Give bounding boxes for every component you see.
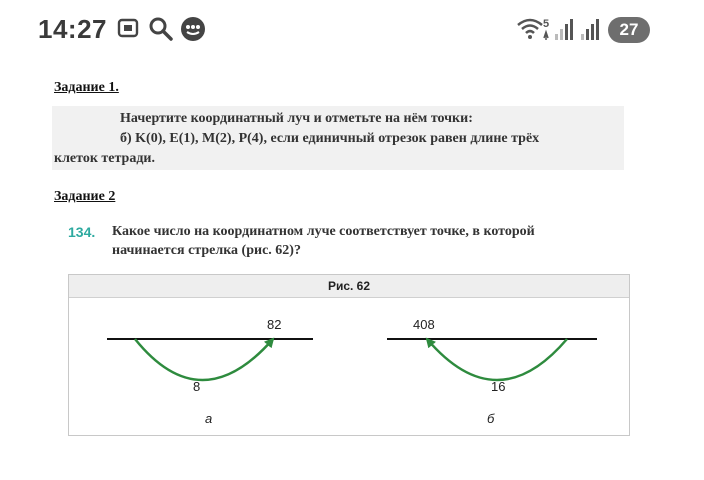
wifi-label: 5	[543, 18, 550, 30]
problem-line1: Какое число на координатном луче соответствует точке, в которой	[112, 224, 535, 239]
task1-heading: Задание 1.	[54, 80, 119, 95]
left-bottom-label: 8	[193, 379, 201, 394]
status-bar	[0, 0, 704, 62]
problem-number: 134.	[68, 224, 96, 240]
chat-bubble-icon	[180, 16, 206, 42]
right-top-label: 408	[413, 317, 435, 332]
right-sub-label: б	[487, 411, 495, 426]
wifi-icon	[516, 16, 550, 42]
task2-heading: Задание 2	[54, 189, 116, 204]
battery-indicator: 27	[608, 17, 650, 43]
arrow-left	[135, 339, 273, 380]
search-icon	[148, 16, 174, 42]
left-top-label: 82	[267, 317, 282, 332]
task1-line3: клеток тетради.	[54, 151, 155, 166]
left-sub-label: а	[205, 411, 213, 426]
clock: 14:27	[38, 14, 107, 44]
figure-caption: Рис. 62	[69, 275, 629, 298]
right-bottom-label: 16	[491, 379, 506, 394]
arrow-right	[427, 339, 567, 380]
signal-icon	[580, 16, 600, 42]
figure-62	[68, 274, 630, 436]
problem-line2: начинается стрелка (рис. 62)?	[112, 243, 301, 258]
task1-line1: Начертите координатный луч и отметьте на нём точки:	[120, 111, 473, 126]
signal-icon	[554, 16, 574, 42]
figure-drawing	[69, 275, 629, 435]
task1-line2: б) K(0), E(1), M(2), P(4), если единичный отрезок равен длине трёх	[120, 131, 540, 146]
screenshot-icon	[116, 16, 140, 40]
